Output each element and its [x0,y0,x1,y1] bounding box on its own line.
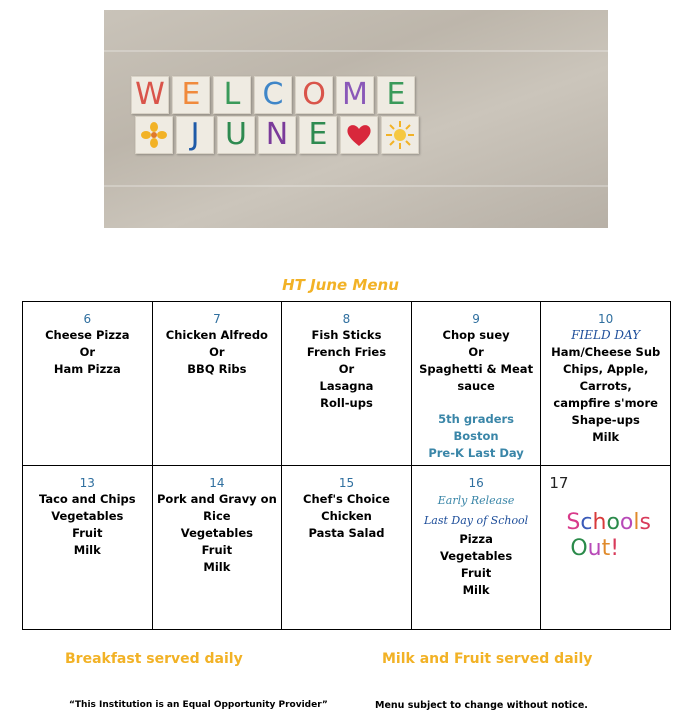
day-number: 6 [83,312,92,326]
day-cell [541,302,671,466]
menu-line: Fish Sticks [311,328,382,342]
day-cell [152,466,282,630]
menu-line: Chicken Alfredo [165,328,268,342]
menu-line: Spaghetti & Meat [419,362,534,376]
menu-line: BBQ Ribs [187,362,247,376]
menu-line: Vegetables [439,549,513,563]
week-row [23,302,671,466]
letter-tile: E [299,116,337,154]
menu-line: sauce [457,379,495,393]
schools-word: Schools [566,510,651,535]
day-number: 10 [598,312,614,326]
flower-icon [135,116,173,154]
letter-tile: J [176,116,214,154]
day-number: 7 [213,312,221,326]
heart-icon [340,116,378,154]
menu-line: Milk [592,430,620,444]
welcome-tiles [131,76,415,114]
menu-line: Pizza [459,532,493,546]
event-note: 5th graders Boston [438,412,515,443]
menu-line: Ham/Cheese Sub [551,345,661,359]
day-number: 16 [468,476,484,490]
menu-line: Or [209,345,225,359]
menu-line: Or [79,345,96,359]
event-note: Pre-K Last Day [428,446,524,460]
menu-line: Pork and Gravy on [156,492,277,506]
menu-calendar [22,301,671,630]
day-number: 14 [209,476,225,490]
menu-line: Chef's Choice [303,492,390,506]
day-number: 9 [472,312,480,326]
menu-line: campfire s'more [553,396,658,410]
menu-line: Chicken [321,509,372,523]
menu-line: Lasagna [319,379,374,393]
menu-line: Milk [462,583,490,597]
june-tiles [135,116,419,154]
menu-line: Cheese Pizza [45,328,130,342]
letter-tile: E [172,76,210,114]
menu-title: HT June Menu [282,276,399,294]
day-cell [23,466,153,630]
milk-fruit-note: Milk and Fruit served daily [382,651,593,667]
day-cell [282,302,412,466]
menu-line: Milk [73,543,101,557]
menu-line: Pasta Salad [308,526,385,540]
schools-out-graphic [549,510,668,562]
menu-line: Taco and Chips [38,492,136,506]
letter-tile: U [217,116,255,154]
event-label: Last Day of School [423,514,529,527]
week-row [23,466,671,630]
menu-line: Chop suey [442,328,510,342]
menu-line: Rice [203,509,231,523]
menu-line: Shape-ups [571,413,640,427]
menu-line: French Fries [306,345,387,359]
day-cell [411,302,541,466]
menu-line: Roll-ups [320,396,373,410]
equal-opportunity-statement: “This Institution is an Equal Opportunity Provider” [69,700,328,710]
day-cell [23,302,153,466]
day-number: 13 [79,476,95,490]
menu-line: Chips, Apple, [562,362,649,376]
breakfast-note: Breakfast served daily [65,651,243,667]
letter-tile: N [258,116,296,154]
letter-tile: E [377,76,415,114]
menu-line: Carrots, [579,379,632,393]
menu-line: Vegetables [51,509,124,523]
event-label: FIELD DAY [571,328,641,342]
letter-tile: C [254,76,292,114]
letter-tile: L [213,76,251,114]
day-cell [541,466,671,630]
day-number: 15 [338,476,355,490]
welcome-june-banner [104,10,608,228]
menu-line: Or [338,362,355,376]
letter-tile: W [131,76,169,114]
sun-icon [381,116,419,154]
menu-line: Milk [203,560,231,574]
day-cell [411,466,541,630]
menu-line: Vegetables [180,526,253,540]
day-number: 17 [549,474,569,492]
letter-tile: M [336,76,374,114]
letter-tile: O [295,76,333,114]
out-word: Out! [570,536,620,561]
event-label: Early Release [437,494,515,507]
day-cell [282,466,412,630]
menu-line: Ham Pizza [53,362,121,376]
day-cell [152,302,282,466]
day-number: 8 [342,312,351,326]
menu-line: Or [468,345,484,359]
change-notice: Menu subject to change without notice. [375,700,588,711]
menu-line: Fruit [72,526,103,540]
menu-line: Fruit [460,566,492,580]
menu-line: Fruit [201,543,233,557]
